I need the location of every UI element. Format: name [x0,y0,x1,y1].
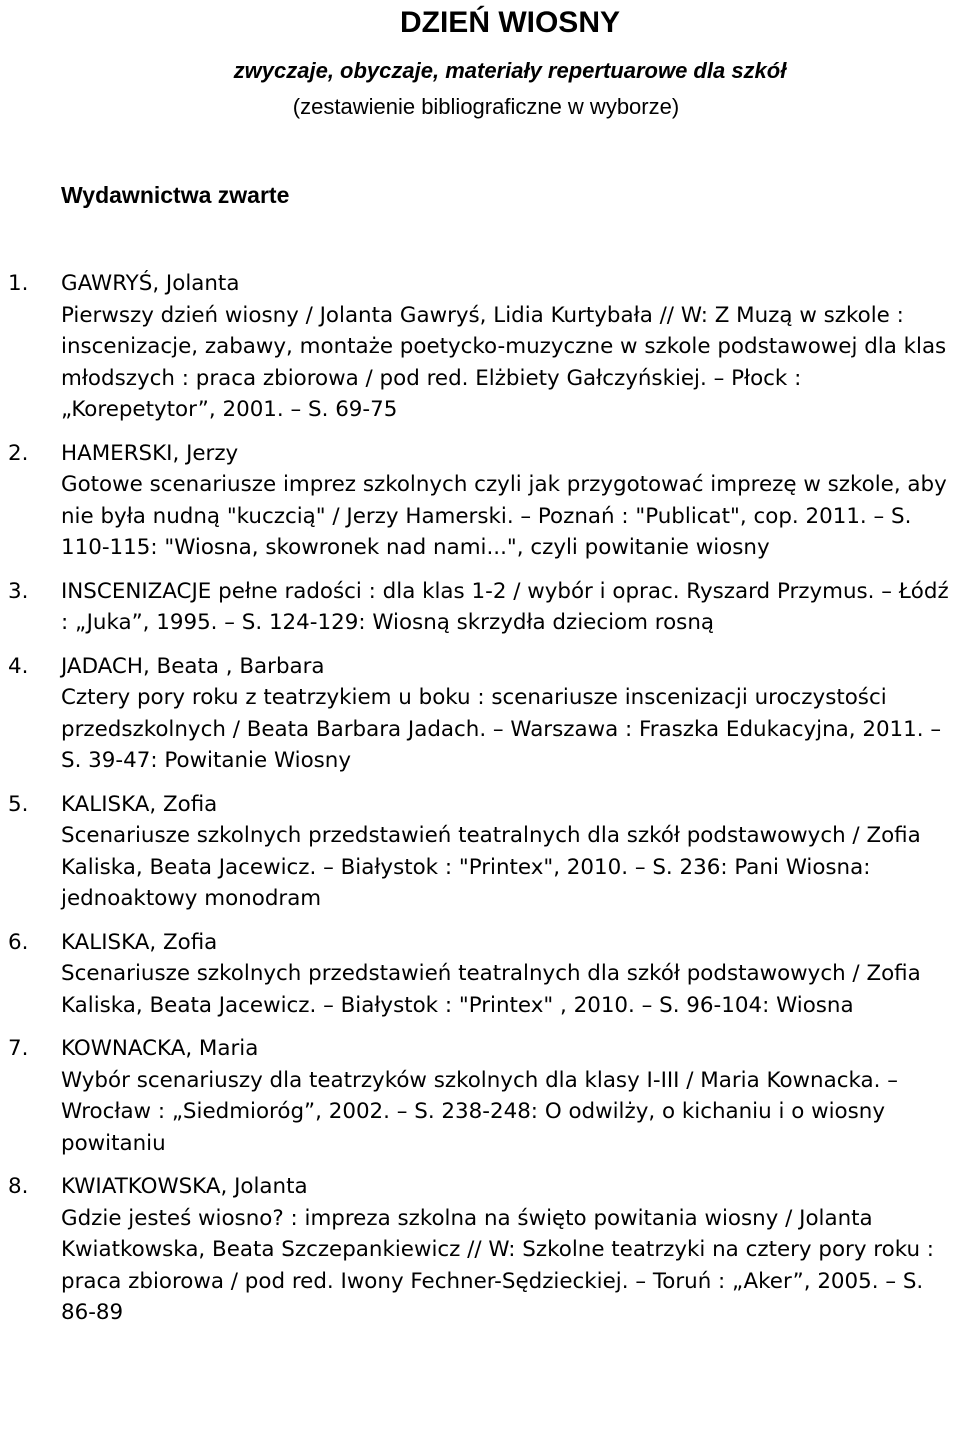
bibliography-entry [0,1033,960,1159]
entry-number: 3. [8,578,29,604]
entry-description: Gdzie jesteś wiosno? : impreza szkolna na święto powitania wiosny / Jolanta Kwiatkowska, Beata Szczepankiewicz // W: Szkolne teatrzyki na cztery pory roku : praca zbiorowa / pod red. Iwony Fechner-Sędzieckiej. – Toruń : „Aker”, 2005. – S. 86-89 [61,1205,935,1325]
entry-description: Cztery pory roku z teatrzykiem u boku : scenariusze inscenizacji uroczystości przedszkolnych / Beata Barbara Jadach. – Warszawa : Fraszka Edukacyjna, 2011. – S. 39-47: Powitanie Wiosny [61,685,942,773]
entry-description: Scenariusze szkolnych przedstawień teatralnych dla szkół podstawowych / Zofia Kaliska, Beata Jacewicz. – Białystok : "Printex" , 2010. – S. 96-104: Wiosna [61,961,921,1018]
entry-author: JADACH, Beata , Barbara [61,653,325,679]
entry-description: INSCENIZACJE pełne radości : dla klas 1-2 / wybór i oprac. Ryszard Przymus. – Łódź : „Juka”, 1995. – S. 124-129: Wiosną skrzydła dzieciom rosną [61,578,949,635]
bibliography-entry [0,927,960,1022]
entry-author: KOWNACKA, Maria [61,1036,259,1061]
bibliography-entry [0,789,960,915]
entry-number: 1. [8,271,29,296]
page-subtitle: zwyczaje, obyczaje, materiały repertuarowe dla szkół [233,58,787,83]
entry-author: GAWRYŚ, Jolanta [61,271,240,296]
bibliography-entry [0,651,960,777]
entry-author: KALISKA, Zofia [61,929,218,955]
bibliography-entry [0,268,960,426]
entry-author: KWIATKOWSKA, Jolanta [61,1174,308,1199]
section-heading: Wydawnictwa zwarte [61,182,290,208]
entry-description: Wybór scenariuszy dla teatrzyków szkolnych dla klasy I-III / Maria Kownacka. – Wrocław : „Siedmioróg”, 2002. – S. 238-248: O odwilży, o kichaniu i o wiosny powitaniu [61,1067,898,1156]
bibliography-list [0,268,960,1341]
entry-number: 5. [8,791,29,817]
page-title: DZIEŃ WIOSNY [399,6,620,39]
bibliography-entry [0,576,960,639]
entry-number: 7. [8,1036,29,1061]
entry-number: 4. [8,653,29,679]
bibliography-entry [0,438,960,564]
entry-number: 2. [8,440,29,466]
entry-author: HAMERSKI, Jerzy [61,440,239,466]
entry-description: Pierwszy dzień wiosny / Jolanta Gawryś, Lidia Kurtybała // W: Z Muzą w szkole : inscenizacje, zabawy, montaże poetycko-muzyczne w szkole podstawowej dla klas młodszych : praca zbiorowa / pod red. Elżbiety Gałczyńskiej. – Płock : „Korepetytor”, 2001. – S. 69-75 [61,302,947,422]
page-subtitle-note: (zestawienie bibliograficzne w wyborze) [292,94,680,119]
entry-description: Scenariusze szkolnych przedstawień teatralnych dla szkół podstawowych / Zofia Kaliska, Beata Jacewicz. – Białystok : "Printex", 2010. – S. 236: Pani Wiosna: jednoaktowy monodram [61,823,921,911]
entry-number: 8. [8,1174,29,1199]
entry-number: 6. [8,929,29,955]
entry-author: KALISKA, Zofia [61,791,218,817]
bibliography-entry [0,1171,960,1329]
entry-description: Gotowe scenariusze imprez szkolnych czyli jak przygotować imprezę w szkole, aby nie była nudną "kuczcią" / Jerzy Hamerski. – Poznań : "Publicat", cop. 2011. – S. 110-115: "Wiosna, skowronek nad nami...", czyli powitanie wiosny [61,472,947,560]
